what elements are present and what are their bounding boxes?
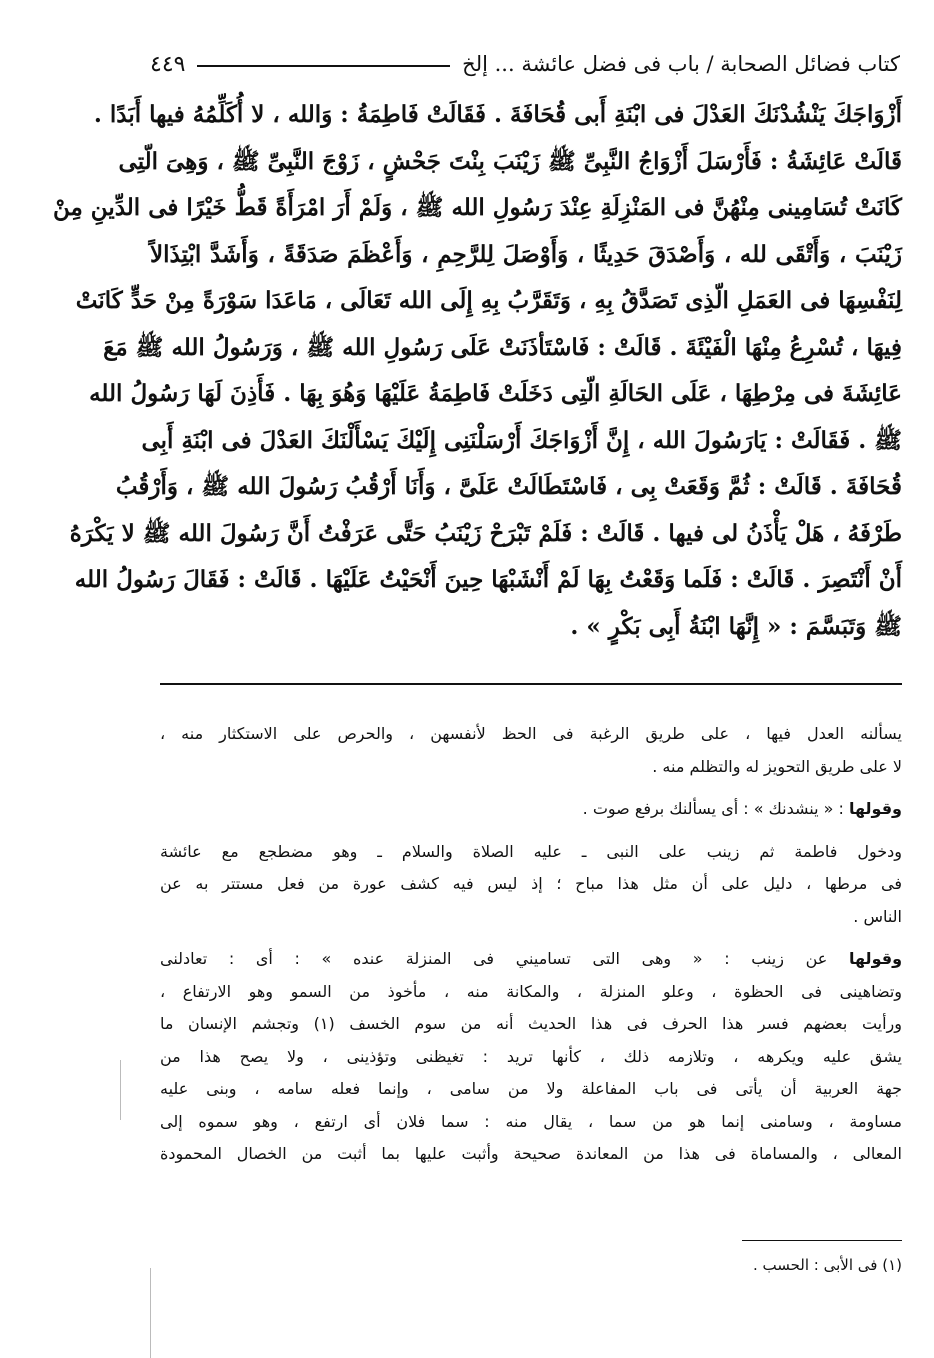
paragraph-gap [160, 783, 902, 793]
hadith-line: قَالَتْ عَائِشَةُ : فَأَرْسَلَ أَزْوَاجُ النَّبِىِّ ﷺ زَيْنَبَ بِنْتَ جَحْشٍ ، زَوْجَ النَّبِىِّ ﷺ ، وَهِىَ الّتِى [118, 147, 902, 175]
paragraph-gap [160, 826, 902, 836]
section-divider [160, 683, 902, 685]
hadith-line: أَنْ أَنْتَصِرَ . قَالَتْ : فَلَما وَقَعْتُ بِهَا لَمْ أَنْشَبْهَا حِينَ أَنْحَيْتُ عَلَيْهَا . قَالَتْ : فَقَالَ رَسُولُ الله [74, 566, 902, 593]
commentary-text: عن زينب : « وهى التى تساميني فى المنزلة عنده » : أى : تعادلنى [160, 949, 828, 968]
paragraph-gap [160, 933, 902, 943]
hadith-line: فِيهَا ، تُسْرِعُ مِنْهَا الْفَيْئَةَ . قَالَتْ : فَاسْتَأذَنَتْ عَلَى رَسُولِ الله ﷺ ، وَرَسُولُ الله ﷺ مَعَ [103, 333, 902, 361]
commentary-text: : « ينشدنك » : أى يسألنك برفع صوت . [582, 799, 844, 818]
commentary-line [160, 943, 902, 976]
commentary-line: وتضاهينى فى الحظوة ، وعلو المنزلة ، والمكانة منه ، مأخوذ من السمو وهو الارتفاع ، [160, 981, 902, 1001]
hadith-line: عَائِشَةَ فى مِرْطِهَا ، عَلَى الحَالَةِ الّتِى دَخَلَتْ فَاطِمَةُ عَلَيْهَا وَهُوَ بِهَا . فَأَذِنَ لَهَا رَسُولُ الله [89, 380, 902, 407]
commentary-line: المعالى ، والمساماة فى هذا من المعاندة صحيحة وأثبت عليها بما أثبت من الخصال المحمودة [160, 1144, 902, 1163]
chapter-title: كتاب فضائل الصحابة / باب فى فضل عائشة ... إلخ [462, 52, 900, 76]
header-rule [197, 65, 450, 67]
hadith-line: ﷺ وَتَبَسَّمَ : « إِنَّهَا ابْنَةُ أَبِى بَكْرٍ » . [570, 612, 902, 640]
commentary-line: مساومة ، وسامنى إنما هو من سما ، يقال منه : سما فلان أى ارتفع ، وهو سموه إلى [160, 1111, 902, 1131]
running-header [150, 44, 900, 84]
commentary-line: لا على طريق التحويز له والتظلم منه . [652, 756, 902, 776]
footnote: (١) فى الأبى : الحسب . [752, 1256, 902, 1274]
commentary-line: الناس . [853, 906, 902, 926]
hadith-line: قُحَافَةَ . قَالَتْ : ثُمَّ وَقَعَتْ بِى ، فَاسْتَطَالَتْ عَلَىَّ ، وَأَنَا أَرْقُبُ رَسُولَ الله ﷺ ، وَأَرْقُبُ [115, 473, 902, 500]
commentary-line: فى مرطها ، دليل على أن مثل هذا مباح ؛ إذ ليس فيه كشف عورة من فعل مستتر به عن [160, 874, 902, 893]
hadith-line: أَزْوَاجَكَ يَنْشُدْنَكَ العَدْلَ فى ابْنَةِ أَبى قُحَافَةَ . فَقَالَتْ فَاطِمَةُ : وَالله ، لا أُكَلِّمُهُ فيها أَبَدًا . [93, 101, 902, 128]
commentary-line: جهة العربية أن يأتى فى باب المفاعلة ولا من سامى ، وإنما فعله سامه ، وبنى عليه [160, 1079, 902, 1098]
paragraph-lead: وقولها [848, 799, 902, 818]
scan-artifact [120, 1060, 121, 1120]
scan-artifact [150, 1268, 151, 1358]
commentary-line: ودخول فاطمة ثم زينب على النبى ـ عليه الصلاة والسلام ـ وهو مضطجع مع عائشة [160, 841, 902, 861]
hadith-text [52, 92, 902, 650]
commentary-line: يسألنه العدل فيها ، على طريق الرغبة فى الحظ لأنفسهن ، والحرص على الاستكثار منه ، [160, 724, 902, 743]
commentary-line: يشق عليه ويكرهه ، وتلازمه ذلك ، كأنها تريد : تغيظنى وتؤذينى ، ولا يصح هذا من [160, 1046, 902, 1066]
paragraph-lead: وقولها [848, 949, 903, 968]
page-number: ٤٤٩ [150, 51, 186, 77]
hadith-line: كَانَتْ تُسَامِينى مِنْهُنَّ فى المَنْزِلَةِ عِنْدَ رَسُولِ الله ﷺ ، وَلَمْ أَرَ امْرَأَةً قَطُّ خَيْرًا فى الدِّينِ مِنْ [52, 194, 902, 221]
hadith-line: ﷺ . فَقَالَتْ : يَارَسُولَ الله ، إِنَّ أَزْوَاجَكَ أَرْسَلْنَنِى إِلَيْكَ يَسْأَلْنَكَ العَدْلَ فى ابْنَةِ أَبِى [141, 426, 902, 454]
commentary-line [160, 793, 902, 826]
hadith-line: زَيْنَبَ ، وَأَتْقَى لله ، وَأَصْدَقَ حَدِيثًا ، وَأَوْصَلَ لِلرَّحِمِ ، وَأَعْظَمَ صَدَقَةً ، وَأَشَدَّ ابْتِذَالاً [150, 240, 902, 268]
hadith-line: لِنَفْسِهَا فى العَمَلِ الّذِى تَصَدَّقُ بِهِ ، وَتَقَرَّبُ بِهِ إِلَى الله تَعَالَى ، مَاعَدَا سَوْرَةً مِنْ حَدٍّ كَانَتْ [75, 287, 902, 314]
commentary-line: ورأيت بعضهم فسر هذا الحرف فى هذا الحديث أنه من سوم الخسف (١) وتجشم الإنسان ما [160, 1014, 903, 1033]
hadith-line: طَرْفَهُ ، هَلْ يَأْذَنُ لى فيها . قَالَتْ : فَلَمْ تَبْرَحْ زَيْنَبُ حَتَّى عَرَفْتُ أَنَّ رَسُولَ الله ﷺ لا يَكْرَهُ [69, 519, 902, 547]
footnote-rule [742, 1240, 902, 1241]
commentary [160, 718, 902, 1171]
